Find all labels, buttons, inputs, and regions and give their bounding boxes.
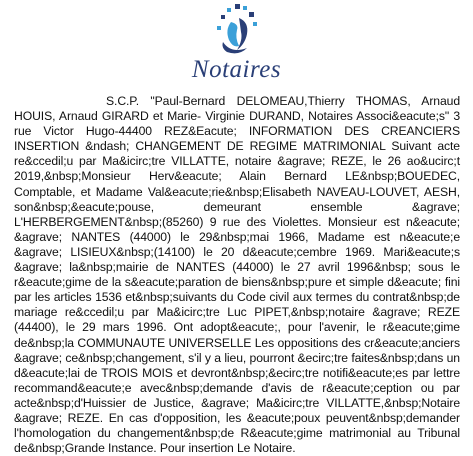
legal-notice-text: S.C.P. "Paul-Bernard DELOMEAU,Thierry THOMAS, Arnaud HOUIS, Arnaud GIRARD et Marie- Virginie DURAND, Notaires Associ&eacute;s" 3 rue Victor Hugo-44400 REZ&Eacute; INFORMATION DES CREANCIERS INSERTION &ndash; CHANGEMENT DE REGIME MATRIMONIAL Suivant acte re&ccedil;u par Ma&icirc;tre VILLATTE, notaire &agrave; REZE, le 26 ao&ucirc;t 2019,&nbsp;Monsieur Herv&eacute; Alain Bernard LE&nbsp;BOUEDEC, Comptable, et Madame Val&eacute;rie&nbsp;Elisabeth NAVEAU-LOUVET, AESH, son&nbsp;&eacute;pouse, demeurant ensemble &agrave; L'HERBERGEMENT&nbsp;(85260) 9 rue des Violettes. Monsieur est n&eacute; &agrave; NANTES (44000) le 29&nbsp;mai 1966, Madame est n&eacute;e &agrave; LISIEUX&nbsp;(14100) le 20 d&eacute;cembre 1969. Mari&eacute;s &agrave; la&nbsp;mairie de NANTES (44000) le 27 avril 1996&nbsp; sous le r&eacute;gime de la s&eacute;paration de biens&nbsp;pure et simple d&eacute; fini par les articles 1536 et&nbsp;suivants du Code civil aux termes du contrat&nbsp;de mariage re&ccedil;u par Ma&icirc;tre Luc PIPET,&nbsp;notaire &agrave; REZE (44400), le 29 mars 1996. Ont adopt&eacute;, pour l'avenir, le r&eacute;gime de&nbsp;la COMMUNAUTE UNIVERSELLE Les oppositions des cr&eacute;anciers &agrave; ce&nbsp;changement, s'il y a lieu, pourront &ecirc;tre faites&nbsp;dans un d&eacute;lai de TROIS MOIS et devront&nbsp;&ecirc;tre notifi&eacute;es par lettre recommand&eacute;e avec&nbsp;demande d'avis de r&eacute;ception ou par acte&nbsp;d'Huissier de Justice, &agrave; Ma&icirc;tre VILLATTE,&nbsp;Notaire &agrave; REZE. En cas d'opposition, les &eacute;poux peuvent&nbsp;demander l'homologation du changement&nbsp;de R&eacute;gime matrimonial au Tribunal de&nbsp;Grande Instance. Pour insertion Le Notaire. — [14, 94, 460, 456]
notaires-logo — [0, 2, 473, 94]
notaires-emblem-icon — [209, 2, 265, 60]
logo-wordmark: Notaires — [191, 56, 282, 83]
